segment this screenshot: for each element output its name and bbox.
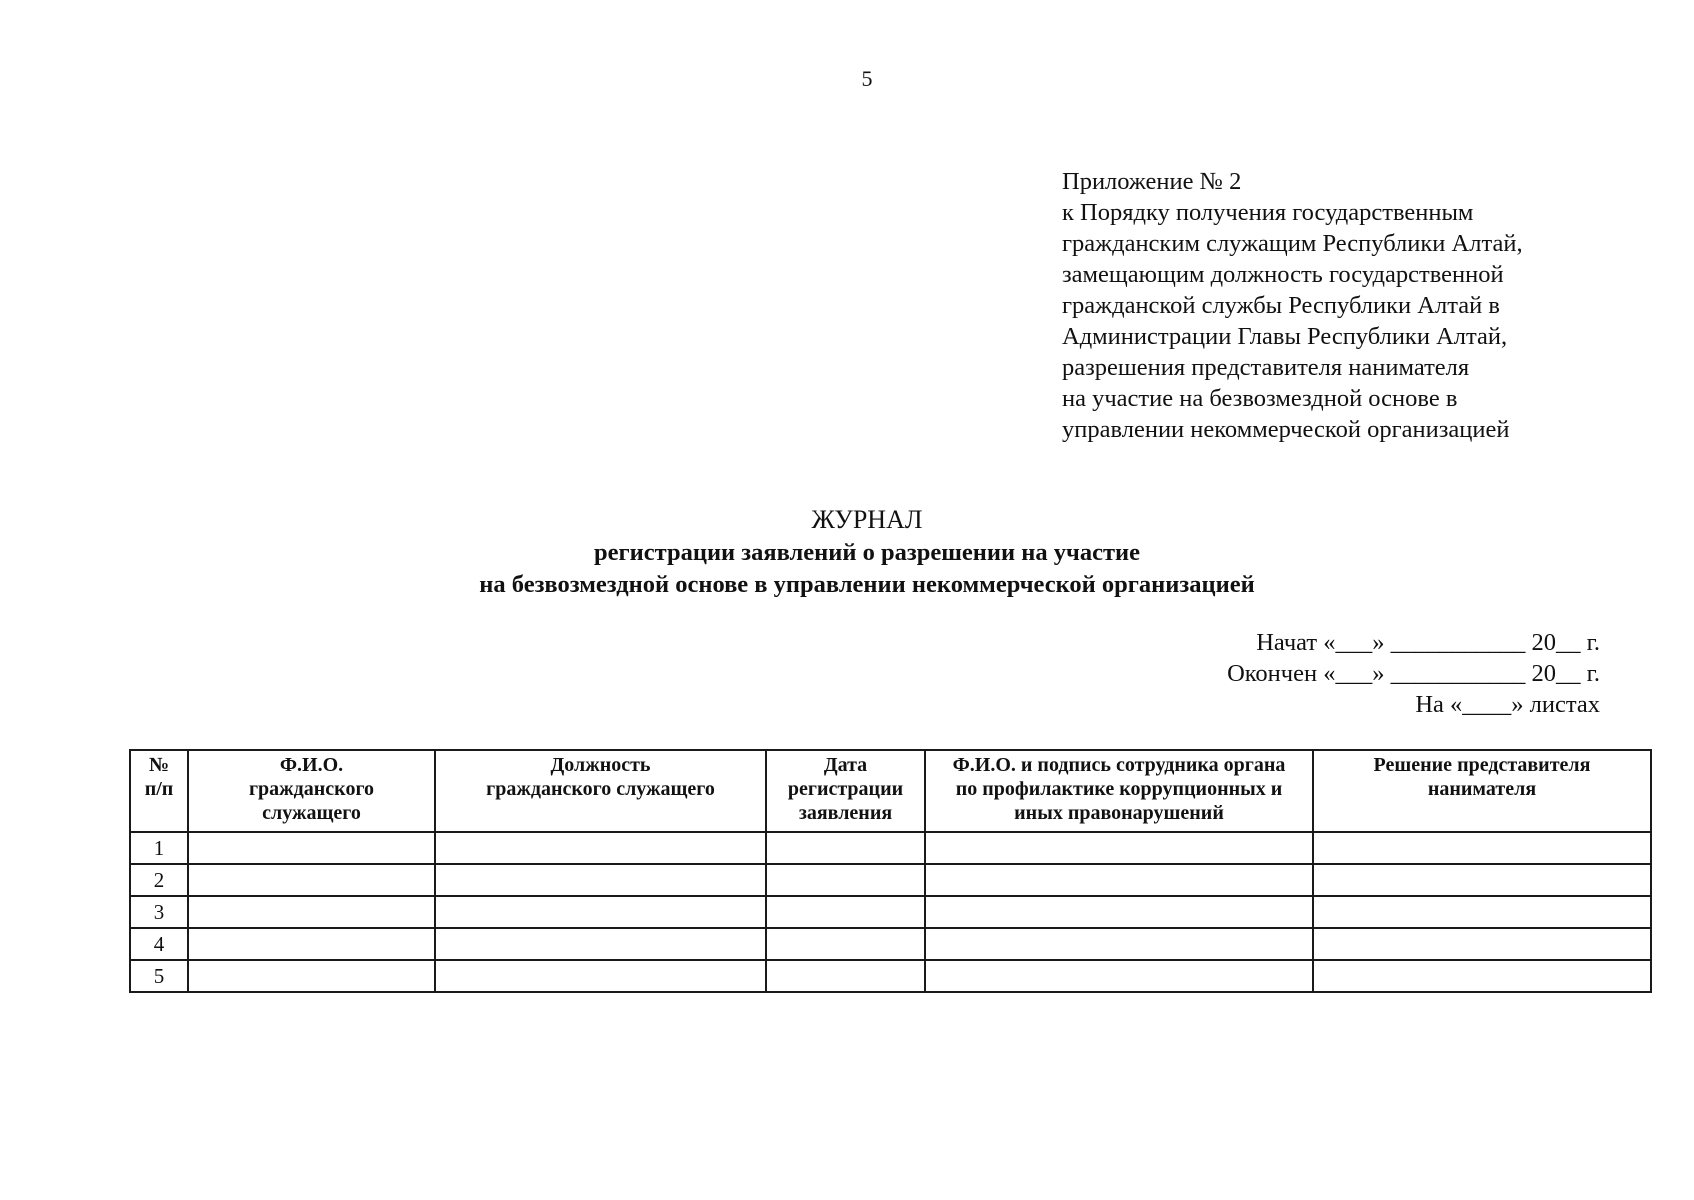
- table-row: [130, 864, 1651, 896]
- cell-full-name: [188, 832, 435, 864]
- cell-position: [435, 928, 766, 960]
- appendix-line: к Порядку получения государственным: [1062, 199, 1474, 226]
- appendix-line: замещающим должность государственной: [1062, 261, 1504, 288]
- appendix-line: управлении некоммерческой организацией: [1062, 416, 1510, 443]
- header-number: № п/п: [130, 750, 188, 832]
- cell-officer-signature: [925, 832, 1313, 864]
- header-position: Должность гражданского служащего: [435, 750, 766, 832]
- cell-employer-decision: [1313, 864, 1651, 896]
- cell-employer-decision: [1313, 896, 1651, 928]
- row-number: 2: [130, 864, 188, 896]
- appendix-line: разрешения представителя нанимателя: [1062, 354, 1470, 381]
- registration-table: [129, 749, 1652, 993]
- table-row: [130, 832, 1651, 864]
- row-number: 1: [130, 832, 188, 864]
- journal-meta: [1227, 627, 1600, 720]
- header-full-name: Ф.И.О. гражданского служащего: [188, 750, 435, 832]
- header-registration-date: Дата регистрации заявления: [766, 750, 925, 832]
- cell-position: [435, 864, 766, 896]
- cell-position: [435, 832, 766, 864]
- journal-subtitle-line: на безвозмездной основе в управлении некоммерческой организацией: [479, 571, 1255, 598]
- row-number: 5: [130, 960, 188, 992]
- cell-registration-date: [766, 928, 925, 960]
- cell-full-name: [188, 864, 435, 896]
- cell-registration-date: [766, 960, 925, 992]
- header-employer-decision: Решение представителя нанимателя: [1313, 750, 1651, 832]
- journal-subtitle: [0, 537, 1694, 601]
- cell-officer-signature: [925, 960, 1313, 992]
- cell-registration-date: [766, 864, 925, 896]
- cell-officer-signature: [925, 928, 1313, 960]
- appendix-block: [1062, 166, 1523, 445]
- cell-employer-decision: [1313, 832, 1651, 864]
- row-number: 4: [130, 928, 188, 960]
- cell-employer-decision: [1313, 928, 1651, 960]
- appendix-line: гражданской службы Республики Алтай в: [1062, 292, 1500, 319]
- cell-full-name: [188, 928, 435, 960]
- header-officer-signature: Ф.И.О. и подпись сотрудника органа по профилактике коррупционных и иных правонарушений: [925, 750, 1313, 832]
- appendix-line: Администрации Главы Республики Алтай,: [1062, 323, 1508, 350]
- appendix-line: Приложение № 2: [1062, 168, 1242, 195]
- cell-registration-date: [766, 896, 925, 928]
- page-number: 5: [861, 66, 873, 91]
- table-row: [130, 896, 1651, 928]
- cell-registration-date: [766, 832, 925, 864]
- cell-full-name: [188, 896, 435, 928]
- row-number: 3: [130, 896, 188, 928]
- appendix-line: на участие на безвозмездной основе в: [1062, 385, 1458, 412]
- finished-date-line: Окончен «___» ___________ 20__ г.: [1227, 660, 1600, 687]
- started-date-line: Начат «___» ___________ 20__ г.: [1256, 629, 1600, 656]
- cell-full-name: [188, 960, 435, 992]
- table-row: [130, 928, 1651, 960]
- journal-subtitle-line: регистрации заявлений о разрешении на участие: [594, 539, 1140, 566]
- sheets-count-line: На «____» листах: [1415, 691, 1600, 718]
- cell-officer-signature: [925, 864, 1313, 896]
- cell-position: [435, 896, 766, 928]
- journal-title: ЖУРНАЛ: [811, 505, 923, 534]
- cell-employer-decision: [1313, 960, 1651, 992]
- cell-position: [435, 960, 766, 992]
- cell-officer-signature: [925, 896, 1313, 928]
- table-row: [130, 960, 1651, 992]
- appendix-line: гражданским служащим Республики Алтай,: [1062, 230, 1523, 257]
- table-header-row: [130, 750, 1651, 832]
